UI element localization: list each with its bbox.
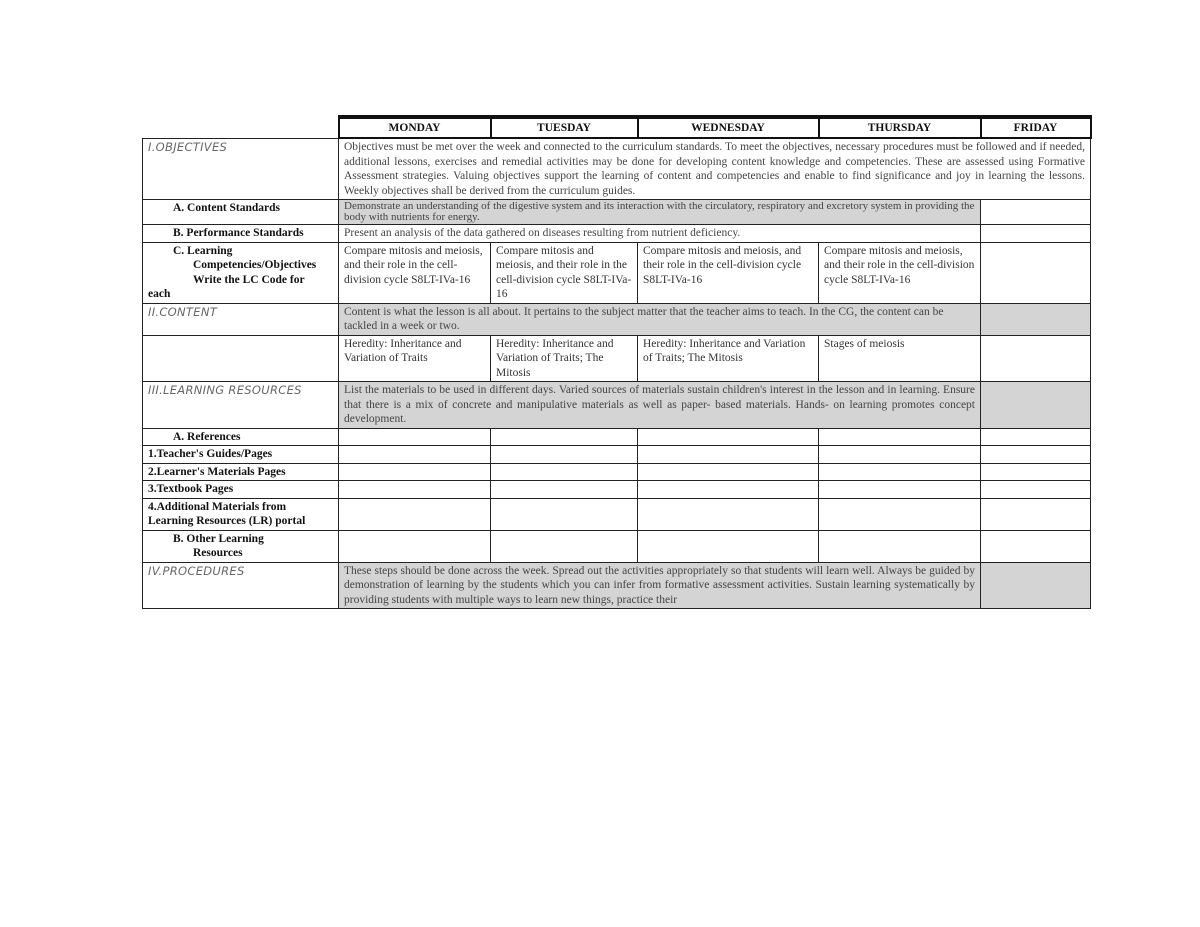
procedures-label: IV.PROCEDURES [143,562,339,609]
additional-materials-friday [981,498,1091,530]
additional-materials-tuesday [491,498,638,530]
learners-materials-row [143,463,1091,481]
other-resources-row [143,530,1091,562]
additional-materials-label [143,498,339,530]
objectives-label: I.OBJECTIVES [143,138,339,200]
performance-standards-label: B. Performance Standards [143,225,339,243]
other-resources-monday [339,530,491,562]
day-header-friday: FRIDAY [981,117,1091,138]
day-header-row [143,117,1091,138]
additional-materials-wednesday [638,498,819,530]
other-resources-thursday [819,530,981,562]
learning-resources-friday-cell [981,382,1091,429]
teachers-guide-row [143,446,1091,464]
content-topic-wednesday: Heredity: Inheritance and Variation of Traits; The Mitosis [638,335,819,382]
other-resources-label [143,530,339,562]
competencies-label-line-1: C. Learning [173,244,233,257]
header-blank-cell [143,117,339,138]
textbook-wednesday [638,481,819,499]
teachers-guide-friday [981,446,1091,464]
competencies-label-line-4: each [148,288,171,300]
performance-standards-friday-cell [981,225,1091,243]
content-standards-friday-cell [981,200,1091,225]
learners-materials-wednesday [638,463,819,481]
content-standards-label: A. Content Standards [143,200,339,225]
references-row [143,428,1091,446]
procedures-friday-cell [981,562,1091,609]
teachers-guide-label: 1.Teacher's Guides/Pages [143,446,339,464]
references-friday [981,428,1091,446]
textbook-label: 3.Textbook Pages [143,481,339,499]
references-wednesday [638,428,819,446]
other-resources-wednesday [638,530,819,562]
competency-friday [981,242,1091,303]
other-resources-line-1: B. Other Learning [173,532,264,545]
day-header-thursday: THURSDAY [819,117,981,138]
performance-standards-row [143,225,1091,243]
content-text: Content is what the lesson is all about. It pertains to the subject matter that the teacher aims to teach. In the CG, the content can be tackled in a week or two. [339,303,981,335]
procedures-row [143,562,1091,609]
objectives-text: Objectives must be met over the week and connected to the curriculum standards. To meet the objectives, necessary procedures must be followed and if needed, additional lessons, exercises and remedial activities may be done for developing content knowledge and competencies. These are assessed using Formative Assessment strategies. Valuing objectives support the learning of content and competencies and enable to find significance and joy in learning the lessons. Weekly objectives shall be derived from the curriculum guides. [339,138,1091,200]
competencies-label-line-2: Competencies/Objectives [193,259,317,271]
other-resources-friday [981,530,1091,562]
competency-wednesday: Compare mitosis and meiosis, and their role in the cell-division cycle S8LT-IVa-16 [638,242,819,303]
references-label: A. References [143,428,339,446]
performance-standards-text: Present an analysis of the data gathered on diseases resulting from nutrient deficiency. [339,225,981,243]
competencies-label-line-3: Write the LC Code for [193,273,305,286]
teachers-guide-tuesday [491,446,638,464]
content-topic-tuesday: Heredity: Inheritance and Variation of Traits; The Mitosis [491,335,638,382]
additional-materials-line-1: 4.Additional Materials from [148,500,287,513]
teachers-guide-monday [339,446,491,464]
textbook-thursday [819,481,981,499]
procedures-text: These steps should be done across the week. Spread out the activities appropriately so that students will learn well. Always be guided by demonstration of learning by the students which you can infer from formative assessment activities. Sustain learning systematically by providing students with multiple ways to learn new things, practice their [339,562,981,609]
learning-resources-row [143,382,1091,429]
competency-monday: Compare mitosis and meiosis, and their role in the cell-division cycle S8LT-IVa-16 [339,242,491,303]
additional-materials-line-2: Learning Resources (LR) portal [148,515,306,527]
content-friday-cell [981,303,1091,335]
content-row [143,303,1091,335]
learners-materials-monday [339,463,491,481]
learners-materials-thursday [819,463,981,481]
references-monday [339,428,491,446]
learners-materials-tuesday [491,463,638,481]
teachers-guide-thursday [819,446,981,464]
textbook-monday [339,481,491,499]
competency-thursday: Compare mitosis and meiosis, and their role in the cell-division cycle S8LT-IVa-16 [819,242,981,303]
references-thursday [819,428,981,446]
learners-materials-label: 2.Learner's Materials Pages [143,463,339,481]
content-standards-text: Demonstrate an understanding of the digestive system and its interaction with the circulatory, respiratory and excretory system in providing the body with nutrients for energy. [339,200,981,225]
additional-materials-monday [339,498,491,530]
learners-materials-friday [981,463,1091,481]
teachers-guide-wednesday [638,446,819,464]
competencies-label [143,242,339,303]
additional-materials-thursday [819,498,981,530]
day-header-monday: MONDAY [339,117,491,138]
day-header-wednesday: WEDNESDAY [638,117,819,138]
lesson-plan-table [142,115,1092,609]
additional-materials-row [143,498,1091,530]
textbook-friday [981,481,1091,499]
content-label: II.CONTENT [143,303,339,335]
competencies-row [143,242,1091,303]
content-topics-label-cell [143,335,339,382]
references-tuesday [491,428,638,446]
other-resources-line-2: Resources [193,547,243,559]
other-resources-tuesday [491,530,638,562]
content-topics-row [143,335,1091,382]
day-header-tuesday: TUESDAY [491,117,638,138]
content-topic-friday [981,335,1091,382]
competency-tuesday: Compare mitosis and meiosis, and their role in the cell-division cycle S8LT-IVa-16 [491,242,638,303]
content-topic-monday: Heredity: Inheritance and Variation of Traits [339,335,491,382]
content-standards-row [143,200,1091,225]
learning-resources-label: III.LEARNING RESOURCES [143,382,339,429]
content-topic-thursday: Stages of meiosis [819,335,981,382]
textbook-tuesday [491,481,638,499]
textbook-row [143,481,1091,499]
learning-resources-text: List the materials to be used in different days. Varied sources of materials sustain children's interest in the lesson and in learning. Ensure that there is a mix of concrete and manipulative materials as well as paper- based materials. Hands- on learning promotes concept development. [339,382,981,429]
objectives-row [143,138,1091,200]
